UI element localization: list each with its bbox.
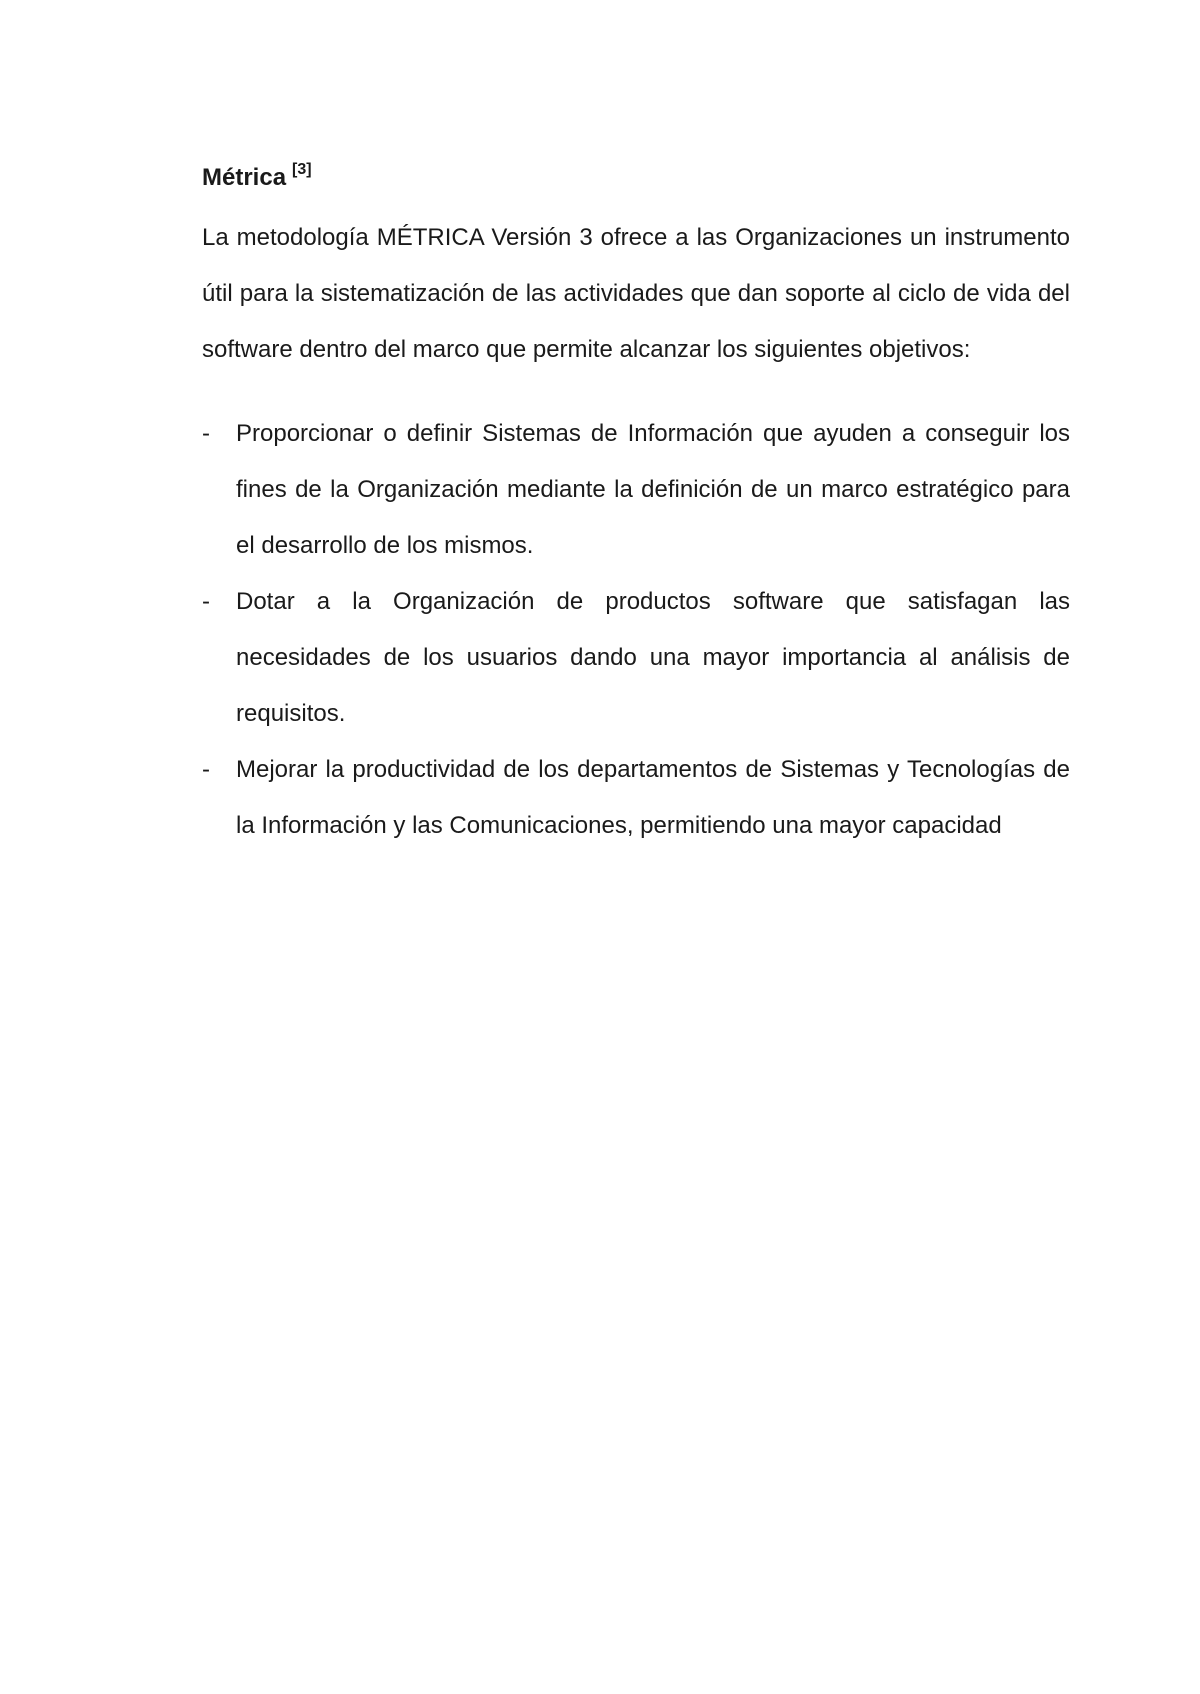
citation-reference: [3]	[292, 160, 312, 178]
list-item-text: Mejorar la productividad de los departamentos de Sistemas y Tecnologías de la Información y las Comunicaciones, permitiendo una mayor capacidad	[236, 756, 1070, 839]
list-item	[202, 406, 1070, 574]
section-title: Métrica	[202, 164, 287, 191]
bullet-marker: -	[202, 588, 210, 615]
list-item	[202, 574, 1070, 742]
bullet-marker: -	[202, 756, 210, 783]
list-item	[202, 742, 1070, 854]
document-body	[202, 150, 1070, 854]
list-item-text: Proporcionar o definir Sistemas de Información que ayuden a conseguir los fines de la Organización mediante la definición de un marco estratégico para el desarrollo de los mismos.	[236, 420, 1070, 559]
section-heading	[202, 150, 1070, 206]
list-item-text: Dotar a la Organización de productos software que satisfagan las necesidades de los usuarios dando una mayor importancia al análisis de requisitos.	[236, 588, 1070, 727]
objectives-list	[202, 406, 1070, 854]
intro-paragraph: La metodología MÉTRICA Versión 3 ofrece a las Organizaciones un instrumento útil para la sistematización de las actividades que dan soporte al ciclo de vida del software dentro del marco que permite alcanzar los siguientes objetivos:	[202, 224, 1070, 363]
bullet-marker: -	[202, 420, 210, 447]
